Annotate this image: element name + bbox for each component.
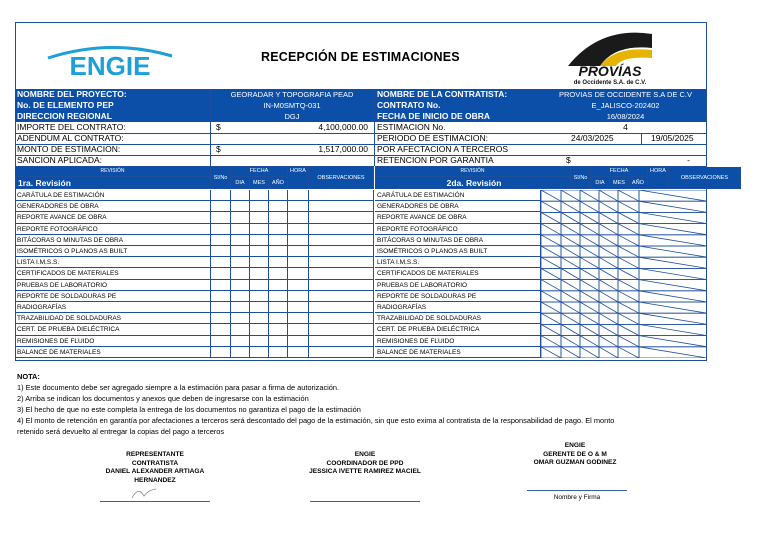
check-cell[interactable] [269,224,288,235]
check-cell[interactable] [269,302,288,313]
list-item: PRUEBAS DE LABORATORIO [15,280,211,291]
check-cell[interactable] [211,190,231,201]
check-cell[interactable] [269,246,288,257]
signature-block [85,451,225,485]
check-cell[interactable] [309,224,374,235]
info-value: DGJ [284,112,300,121]
info-label: SANCION APLICADA: [17,155,103,165]
list-item: TRAZABILIDAD DE SOLDADURAS [375,313,541,324]
page-title: RECEPCIÓN DE ESTIMACIONES [261,50,460,64]
check-cell[interactable] [211,212,231,223]
fecha-mes-header: MES [250,177,269,189]
info-label: No. DE ELEMENTO PEP [17,100,114,110]
check-cell[interactable] [288,324,309,335]
list-item: REPORTE DE SOLDADURAS PE [15,291,211,302]
check-cell[interactable] [288,246,309,257]
info-value: 1,517,000.00 [318,144,368,154]
check-cell[interactable] [288,302,309,313]
info-label: NOMBRE DE LA CONTRATISTA: [377,89,508,99]
list-item: RADIOGRAFÍAS [375,302,541,313]
list-item: PRUEBAS DE LABORATORIO [375,280,541,291]
check-cell[interactable] [250,246,269,257]
signature-line-text: HERNANDEZ [134,476,176,484]
check-cell[interactable] [250,190,269,201]
signature-line-text: COORDINADOR DE PPD [326,459,404,467]
fecha-header: FECHA [231,167,288,177]
check-cell[interactable] [231,336,250,347]
signature-rule [527,490,627,491]
check-cell[interactable] [269,212,288,223]
revision-label: REVISIÓN [15,167,211,177]
check-cell[interactable] [211,246,231,257]
check-cell[interactable] [269,324,288,335]
check-cell[interactable] [211,268,231,279]
info-row [15,89,374,100]
check-cell[interactable] [309,324,374,335]
info-label: DIRECCION REGIONAL [17,111,112,121]
check-cell[interactable] [250,235,269,246]
check-cell[interactable] [211,201,231,212]
list-item: REMISIONES DE FLUIDO [375,336,541,347]
list-item: LISTA I.M.S.S. [15,257,211,268]
check-cell[interactable] [250,302,269,313]
check-cell[interactable] [211,347,231,358]
check-cell[interactable] [250,336,269,347]
check-cell[interactable] [288,313,309,324]
info-label: RETENCION POR GARANTIA [377,155,494,165]
list-item: CARÁTULA DE ESTIMACIÓN [375,190,541,201]
info-value: E_JALISCO-202402 [591,101,660,110]
sino-header: SI/No [571,167,591,189]
signature-line-text: ENGIE [564,442,586,449]
info-label: CONTRATO No. [377,100,441,110]
signature-block [290,451,440,477]
info-value: PROVIAS DE OCCIDENTE S.A DE C.V [559,90,692,99]
check-cell[interactable] [250,268,269,279]
divider [210,89,211,166]
signature-line-text: CONTRATISTA [131,459,179,467]
provias-logo-subtext: de Occidente S.A. de C.V. [573,80,647,86]
note-line: 4) El monto de retención en garantía por afectaciones a terceros será descontado del pago de la estimación, sin que esto exima al contratista de la responsabilidad de pago. El monto [17,416,615,425]
hora-header: HORA [648,167,669,189]
check-cell[interactable] [309,235,374,246]
check-cell[interactable] [231,212,250,223]
list-item: CERT. DE PRUEBA DIELÉCTRICA [375,324,541,335]
check-cell[interactable] [231,280,250,291]
check-cell[interactable] [269,347,288,358]
crossed-out-cells [541,190,707,358]
check-cell[interactable] [250,291,269,302]
note-line: 1) Este documento debe ser agregado siempre a la estimación para pasar a firma de autorización. [17,383,340,392]
info-row [375,155,706,167]
info-value: - [687,155,690,165]
check-cell[interactable] [309,336,374,347]
fecha-anio-header: AÑO [629,177,648,189]
check-cell[interactable] [231,313,250,324]
list-item: REPORTE DE SOLDADURAS PE [375,291,541,302]
revision-label: REVISIÓN [375,167,571,177]
check-cell[interactable] [250,313,269,324]
check-cell[interactable] [309,302,374,313]
check-cell[interactable] [211,313,231,324]
check-cell[interactable] [269,313,288,324]
currency-sign: $ [216,144,221,154]
list-item: GENERADORES DE OBRA [15,201,211,212]
list-item: REPORTE FOTOGRÁFICO [15,224,211,235]
info-value: 24/03/2025 [571,133,614,143]
observaciones-header: OBSERVACIONES [309,167,374,189]
signature-rule [100,501,210,502]
check-cell[interactable] [288,347,309,358]
check-cell[interactable] [231,224,250,235]
divider [641,133,642,144]
provias-logo-text: PROVÍAS [578,63,642,79]
check-cell[interactable] [309,268,374,279]
check-cell[interactable] [250,212,269,223]
check-cell[interactable] [269,268,288,279]
check-cell[interactable] [250,324,269,335]
note-line: 3) El hecho de que no este completa la entrega de los documentos no garantiza el pago de la estimación [17,405,361,414]
check-cell[interactable] [231,257,250,268]
check-cell[interactable] [250,224,269,235]
info-label: ADENDUM AL CONTRATO: [17,133,124,143]
note-line: 2) Arriba se indican los documentos y anexos que deben de ingresarse con la estimación [17,394,309,403]
revision-title: 1ra. Revisión [15,177,211,189]
check-cell[interactable] [288,257,309,268]
check-cell[interactable] [269,280,288,291]
engie-logo [40,44,180,78]
info-value: 16/08/2024 [606,112,645,121]
check-cell[interactable] [269,257,288,268]
sino-header: SI/No [211,167,231,189]
check-cell[interactable] [211,235,231,246]
check-cell[interactable] [231,246,250,257]
info-value: 4,100,000.00 [318,122,368,132]
fecha-dia-header: DIA [591,177,610,189]
check-cell[interactable] [231,190,250,201]
fecha-mes-header: MES [610,177,629,189]
check-cell[interactable] [211,291,231,302]
check-cell[interactable] [269,291,288,302]
list-item: ISOMÉTRICOS O PLANOS AS BUILT [15,246,211,257]
info-label: FECHA DE INICIO DE OBRA [377,111,491,121]
list-item: TRAZABILIDAD DE SOLDADURAS [15,313,211,324]
check-cell[interactable] [231,235,250,246]
info-label: IMPORTE DEL CONTRATO: [17,122,126,132]
info-value-end: 19/05/2025 [651,133,694,143]
info-row [375,111,706,122]
check-cell[interactable] [288,291,309,302]
list-item: LISTA I.M.S.S. [375,257,541,268]
list-item: RADIOGRAFÍAS [15,302,211,313]
info-value: IN-M0SMTQ-031 [263,101,321,110]
list-item: CERTIFICADOS DE MATERIALES [375,268,541,279]
signature-rule [310,501,420,502]
observaciones-header: OBSERVACIONES [669,167,741,189]
check-cell[interactable] [309,313,374,324]
check-cell[interactable] [231,347,250,358]
info-row [15,111,374,122]
check-cell[interactable] [309,347,374,358]
check-cell[interactable] [309,257,374,268]
info-label: POR AFECTACION A TERCEROS [377,144,508,154]
check-cell[interactable] [288,201,309,212]
check-cell[interactable] [250,347,269,358]
fecha-dia-header: DIA [231,177,250,189]
check-cell[interactable] [288,336,309,347]
currency-sign: $ [566,155,571,165]
info-value: GEORADAR Y TOPOGRAFIA PEAD [230,90,354,99]
note-line: retenido será devuelto al entregar la copias del pago a terceros [17,427,225,436]
check-cell[interactable] [211,280,231,291]
check-cell[interactable] [269,336,288,347]
notes-title: NOTA: [17,372,40,381]
signature-line-text: REPRESENTANTE [126,451,184,458]
check-cell[interactable] [231,302,250,313]
info-row [15,155,374,167]
fecha-anio-header: AÑO [269,177,288,189]
list-item: BITÁCORAS O MINUTAS DE OBRA [15,235,211,246]
check-cell[interactable] [250,201,269,212]
check-cell[interactable] [211,257,231,268]
info-row [375,89,706,100]
check-cell[interactable] [231,268,250,279]
fecha-header: FECHA [591,167,648,177]
signature-line-text: ENGIE [354,451,376,458]
list-item: CERT. DE PRUEBA DIELÉCTRICA [15,324,211,335]
info-label: NOMBRE DEL PROYECTO: [17,89,127,99]
check-cell[interactable] [288,280,309,291]
list-item: REPORTE FOTOGRÁFICO [375,224,541,235]
info-label: MONTO DE ESTIMACION: [17,144,121,154]
info-label: PERIODO DE ESTIMACION: [377,133,488,143]
check-cell[interactable] [309,246,374,257]
check-cell[interactable] [211,224,231,235]
list-item: CARÁTULA DE ESTIMACIÓN [15,190,211,201]
check-cell[interactable] [269,190,288,201]
check-cell[interactable] [269,235,288,246]
currency-sign: $ [216,122,221,132]
check-cell[interactable] [211,336,231,347]
signature-line-text: DANIEL ALEXANDER ARTIAGA [105,468,205,475]
check-cell[interactable] [231,201,250,212]
check-cell[interactable] [211,324,231,335]
signature-line-text: GERENTE DE O & M [543,450,607,458]
list-item: BALANCE DE MATERIALES [375,347,541,358]
list-item: CERTIFICADOS DE MATERIALES [15,268,211,279]
check-cell[interactable] [288,224,309,235]
engie-logo-text: ENGIE [69,51,151,78]
check-cell[interactable] [269,201,288,212]
signature-block [510,442,640,468]
list-item: ISOMÉTRICOS O PLANOS AS BUILT [375,246,541,257]
list-item: BITÁCORAS O MINUTAS DE OBRA [375,235,541,246]
check-cell[interactable] [288,190,309,201]
info-row [375,100,706,111]
signature-line-text: OMAR GUZMAN GODINEZ [533,459,617,466]
info-label: ESTIMACION No. [377,122,446,132]
check-cell[interactable] [211,302,231,313]
divider [374,89,375,166]
signature-footer: Nombre y Firma [553,494,601,501]
check-cell[interactable] [288,268,309,279]
check-cell[interactable] [309,190,374,201]
check-cell[interactable] [231,324,250,335]
check-cell[interactable] [309,280,374,291]
check-cell[interactable] [250,280,269,291]
provias-logo [560,24,660,86]
check-cell[interactable] [288,235,309,246]
check-cell[interactable] [309,201,374,212]
list-item: BALANCE DE MATERIALES [15,347,211,358]
list-item: REMISIONES DE FLUIDO [15,336,211,347]
check-cell[interactable] [309,212,374,223]
list-item: REPORTE AVANCE DE OBRA [375,212,541,223]
check-cell[interactable] [250,257,269,268]
info-row [15,100,374,111]
check-cell[interactable] [309,291,374,302]
list-item: GENERADORES DE OBRA [375,201,541,212]
info-value: 4 [623,122,628,132]
hora-header: HORA [288,167,309,189]
handwritten-signature [130,486,160,500]
check-cell[interactable] [231,291,250,302]
revision-title: 2da. Revisión [375,177,571,189]
list-item: REPORTE AVANCE DE OBRA [15,212,211,223]
check-cell[interactable] [288,212,309,223]
signature-line-text: JESSICA IVETTE RAMIREZ MACIEL [309,468,421,475]
